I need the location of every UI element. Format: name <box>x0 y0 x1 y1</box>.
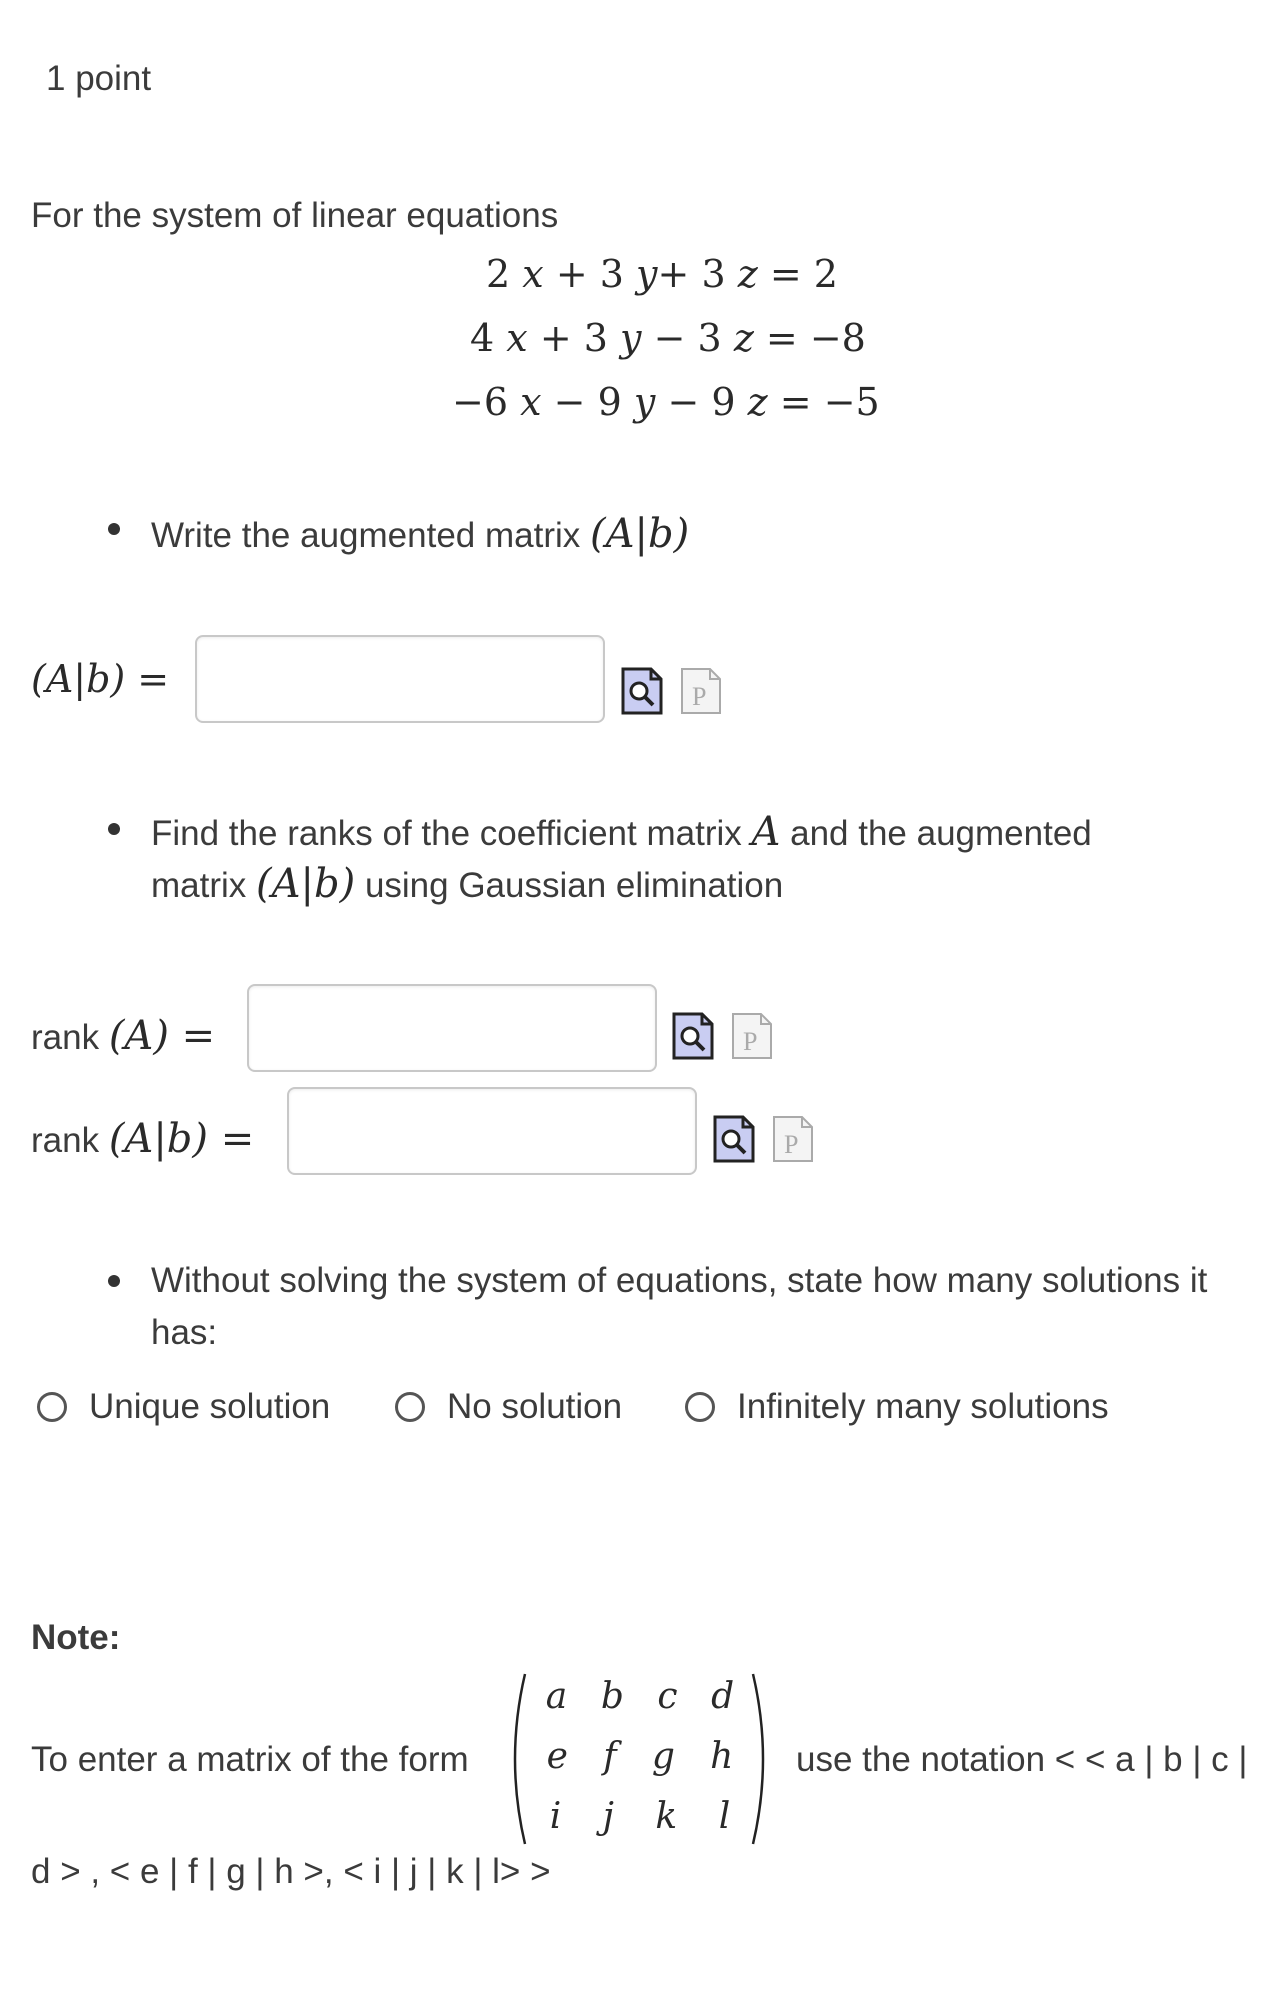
eq2-term3: 3 <box>697 316 722 360</box>
eq2-op1: + <box>539 316 572 360</box>
print-icon[interactable] <box>680 661 722 720</box>
note-text-before: To enter a matrix of the form <box>31 1740 469 1779</box>
print-icon[interactable] <box>731 1006 773 1065</box>
svg-text:P: P <box>743 1027 758 1056</box>
note-text-line2: d > , < e | f | g | h >, < i | j | k | l> > <box>31 1852 551 1891</box>
rank-ab-input[interactable] <box>287 1087 697 1175</box>
matrix-cell: f <box>603 1736 617 1777</box>
eq1-y: y <box>636 252 658 296</box>
matrix-row-1 <box>529 1676 751 1736</box>
eq1-rhs: 2 <box>813 252 838 296</box>
bullet-1 <box>108 523 120 535</box>
matrix-cell: h <box>710 1736 734 1777</box>
matrix-left-paren <box>503 1670 527 1848</box>
option-infinite[interactable] <box>685 1384 1109 1430</box>
points-label: 1 point <box>46 59 152 98</box>
rank-ab-label <box>31 1113 254 1165</box>
eq3-x: x <box>520 380 542 424</box>
matrix-cell: g <box>651 1736 675 1777</box>
preview-icon[interactable] <box>621 661 663 720</box>
eq3-term3: 9 <box>711 380 736 424</box>
eq2-y: y <box>620 316 642 360</box>
eq3-term2: 9 <box>597 380 622 424</box>
eq3-op1: − <box>553 380 586 424</box>
bullet-2 <box>108 823 120 835</box>
eq1-z: z <box>737 252 758 296</box>
q2-text-d: using Gaussian elimination <box>364 866 784 905</box>
radio-infinite[interactable] <box>685 1392 715 1422</box>
eq1-x: x <box>522 252 544 296</box>
q2-prompt-line2 <box>151 858 783 910</box>
q3-prompt-line2: has: <box>151 1313 218 1352</box>
bullet-3 <box>108 1275 120 1287</box>
eq1-term1: 2 <box>486 252 511 296</box>
eq2-term2: 3 <box>583 316 608 360</box>
matrix-grid <box>529 1676 751 1856</box>
eq1-term3: 3 <box>701 252 726 296</box>
q1-prompt <box>151 508 689 560</box>
example-matrix <box>503 1670 775 1848</box>
preview-icon[interactable] <box>713 1109 755 1168</box>
radio-unique[interactable] <box>37 1392 67 1422</box>
eq1-op1: + <box>555 252 588 296</box>
svg-text:P: P <box>692 682 707 711</box>
rank-a-input[interactable] <box>247 984 657 1072</box>
matrix-cell: a <box>545 1676 568 1717</box>
rank-a-label <box>31 1010 215 1062</box>
intro-text: For the system of linear equations <box>31 196 559 235</box>
eq3-op2: − <box>667 380 700 424</box>
matrix-cell: e <box>546 1736 568 1777</box>
matrix-cell: j <box>602 1796 614 1837</box>
matrix-row-2 <box>529 1736 751 1796</box>
matrix-cell: i <box>549 1796 562 1837</box>
note-text-after: use the notation < < a | b | c | <box>796 1740 1248 1779</box>
eq2-term1: 4 <box>470 316 495 360</box>
rank-a-word: rank <box>31 1018 100 1057</box>
eq3-y: y <box>633 380 656 424</box>
equation-row-2: 4 x + 3 y − 3 z = −8 <box>470 316 866 360</box>
q3-prompt-line1: Without solving the system of equations, state how many solutions it <box>151 1261 1208 1300</box>
eq2-rhs: −8 <box>809 316 866 360</box>
equation-row-1: 2 x + 3 y + 3 z = 2 <box>486 252 838 296</box>
eq2-op2: − <box>653 316 686 360</box>
q1-label-text: (A|b) = <box>31 657 170 701</box>
option-none[interactable] <box>395 1384 622 1430</box>
eq2-x: x <box>506 316 528 360</box>
rank-ab-math: (A|b) = <box>108 1116 255 1162</box>
eq1-term2: 3 <box>599 252 624 296</box>
eq3-z: z <box>747 380 768 424</box>
print-icon[interactable] <box>772 1109 814 1168</box>
matrix-cell: b <box>600 1676 624 1717</box>
matrix-cell: k <box>655 1796 678 1837</box>
q1-label <box>31 657 169 701</box>
radio-none[interactable] <box>395 1392 425 1422</box>
option-unique[interactable] <box>37 1384 330 1430</box>
augmented-matrix-input[interactable] <box>195 635 605 723</box>
q2-prompt-line1 <box>151 806 1092 858</box>
q2-math-c: (A|b) <box>256 861 356 907</box>
eq2-z: z <box>733 316 754 360</box>
q2-math-a: A <box>751 809 781 855</box>
q2-text-b: and the augmented <box>790 814 1092 853</box>
q2-text-a: Find the ranks of the coefficient matrix <box>151 814 742 853</box>
eq3-rhs: −5 <box>823 380 880 424</box>
rank-ab-word: rank <box>31 1121 100 1160</box>
matrix-row-3 <box>529 1796 751 1856</box>
q1-text: Write the augmented matrix <box>151 516 581 555</box>
matrix-cell: l <box>718 1796 731 1837</box>
q1-math: (A|b) <box>590 511 690 557</box>
matrix-right-paren <box>751 1670 775 1848</box>
option-unique-label: Unique solution <box>89 1387 331 1426</box>
note-title: Note: <box>31 1618 121 1657</box>
option-infinite-label: Infinitely many solutions <box>737 1387 1109 1426</box>
eq1-op2: + <box>657 252 690 296</box>
preview-icon[interactable] <box>672 1006 714 1065</box>
q2-text-c: matrix <box>151 866 247 905</box>
equation-row-3: −6 x − 9 y − 9 z = −5 <box>452 380 880 424</box>
matrix-cell: d <box>711 1676 735 1717</box>
matrix-cell: c <box>657 1676 678 1717</box>
eq3-term1: −6 <box>452 380 509 424</box>
svg-text:P: P <box>784 1130 799 1159</box>
option-none-label: No solution <box>447 1387 623 1426</box>
rank-a-math: (A) = <box>108 1013 216 1059</box>
